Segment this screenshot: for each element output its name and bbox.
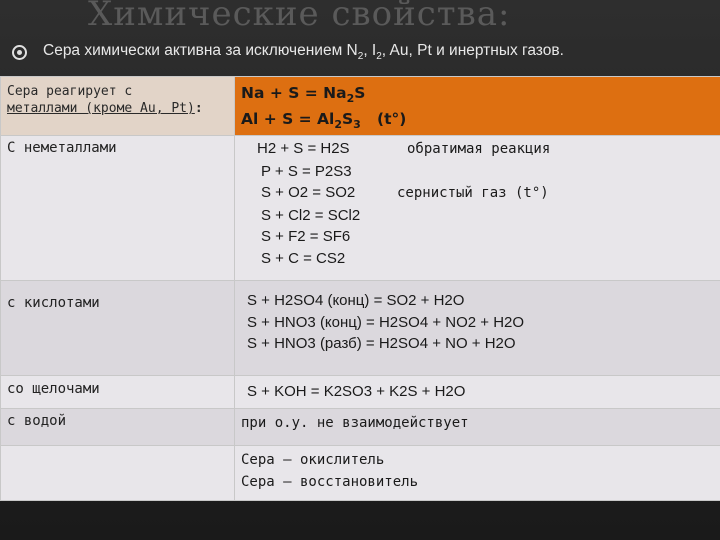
table-row-nonmetals — [1, 136, 720, 281]
sulfur-oxidizer-text: Сера – окислитель — [241, 452, 385, 469]
metals-reactions-cell — [235, 77, 720, 136]
equation-p2s3: P + S = P2S3 — [261, 162, 352, 180]
bullet-icon — [12, 45, 27, 60]
row-label-nonmetals: С неметаллами — [7, 140, 117, 157]
slide-title: Химические свойства: — [88, 0, 511, 34]
reaction-na-s: $Na + S = Na_2S$ — [241, 84, 366, 106]
sulfur-reducer-text: Сера – восстановитель — [241, 473, 419, 490]
equation-scl2: S + Cl2 = SCl2 — [261, 206, 361, 224]
note-reversible: обратимая реакция — [407, 141, 551, 158]
metals-label-line2: металлами (кроме Au, Pt): — [7, 101, 203, 116]
table-row-acids — [1, 281, 720, 376]
table-header-row — [1, 77, 720, 136]
bullet-text: Сера химически активна за исключением $N_2$, $I_2$, Au, Pt и инертных газов. — [43, 42, 564, 63]
equation-acid-2: S + HNO3 (конц) = H2SO4 + NO2 + H2O — [247, 313, 525, 331]
row-label-alkali: со щелочами — [7, 381, 100, 398]
equation-sf6: S + F2 = SF6 — [261, 228, 351, 246]
equation-so2: S + O2 = SO2 сернистый газ (t°) — [261, 184, 549, 202]
table-row-water — [1, 409, 720, 446]
metals-label-cell — [1, 77, 235, 136]
equation-alkali: S + KOH = K2SO3 + K2S + H2O — [247, 383, 466, 401]
table-row-roles — [1, 446, 720, 501]
table-row-alkali — [1, 376, 720, 409]
properties-table — [0, 76, 720, 501]
equation-acid-1: S + H2SO4 (конц) = SO2 + H2O — [247, 292, 465, 310]
water-reaction-text: при о.у. не взаимодействует — [241, 415, 469, 432]
bullet-statement — [12, 42, 710, 62]
equation-acid-3: S + HNO3 (разб) = H2SO4 + NO + H2O — [247, 335, 516, 353]
note-sulfur-dioxide: сернистый газ (t°) — [397, 185, 549, 202]
metals-label-line1: Сера реагирует с — [7, 84, 133, 99]
equation-cs2: S + C = CS2 — [261, 249, 346, 267]
reaction-al-s: $Al + S = Al_2S_3$ (t°) — [241, 110, 407, 132]
row-label-water: с водой — [7, 413, 67, 430]
equation-h2s: H2 + S = H2S обратимая реакция — [257, 140, 551, 158]
row-label-acids: с кислотами — [7, 295, 100, 312]
